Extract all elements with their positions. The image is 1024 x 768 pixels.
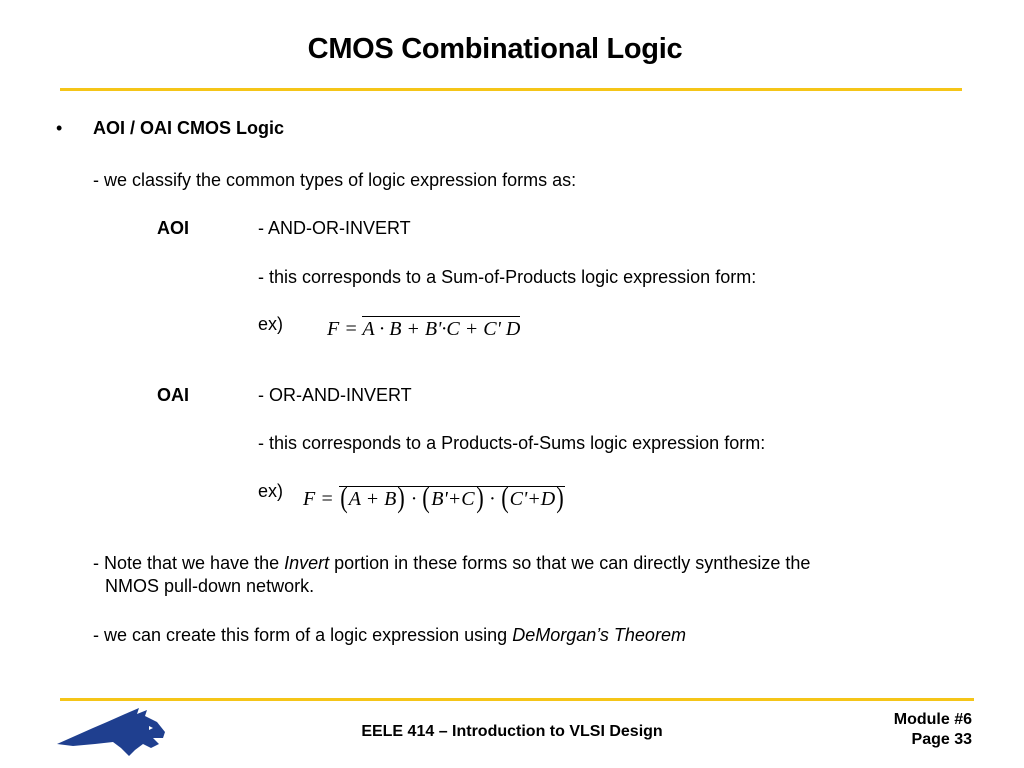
oai-corresponds-text: - this corresponds to a Products-of-Sums logic expression form: (258, 433, 766, 453)
aoi-equation-rhs: A · B + B'·C + C' D (362, 318, 521, 340)
oai-label: OAI (157, 385, 190, 405)
demorgan-text (93, 625, 686, 646)
oai-dot-1: · (411, 488, 417, 510)
oai-term-3: C'+D (509, 488, 556, 510)
note-italic: Invert (284, 553, 330, 573)
oai-term-1: A + B (348, 488, 397, 510)
bullet-marker: • (56, 118, 63, 138)
demorgan-italic: DeMorgan’s Theorem (512, 625, 686, 645)
oai-equation-lhs: F = (303, 488, 334, 510)
oai-equation-rhs: (A + B) · (B'+C) · (C'+D) (339, 481, 564, 514)
title-divider (60, 88, 962, 91)
intro-text: - we classify the common types of logic expression forms as: (93, 170, 577, 190)
oai-definition: - OR-AND-INVERT (258, 385, 412, 405)
aoi-equation (327, 318, 520, 341)
demorgan-prefix: - we can create this form of a logic expression using (93, 625, 513, 645)
note-text-line2: NMOS pull-down network. (105, 576, 315, 596)
page-number: Page 33 (911, 731, 972, 748)
oai-equation (303, 481, 565, 514)
oai-example-label: ex) (258, 481, 284, 501)
aoi-corresponds-text: - this corresponds to a Sum-of-Products logic expression form: (258, 267, 757, 287)
note-prefix: - Note that we have the (93, 553, 285, 573)
section-heading: AOI / OAI CMOS Logic (93, 118, 285, 138)
note-text (93, 553, 810, 574)
aoi-label: AOI (157, 218, 190, 238)
oai-dot-2: · (489, 488, 495, 510)
aoi-example-label: ex) (258, 314, 284, 334)
page-title: CMOS Combinational Logic (307, 33, 683, 65)
aoi-definition: - AND-OR-INVERT (258, 218, 411, 238)
note-suffix: portion in these forms so that we can directly synthesize the (329, 553, 811, 573)
aoi-equation-lhs: F = (327, 318, 358, 340)
course-name: EELE 414 – Introduction to VLSI Design (361, 723, 663, 740)
module-number: Module #6 (893, 711, 972, 728)
footer-divider (60, 698, 974, 701)
oai-term-2: B'+C (431, 488, 475, 510)
